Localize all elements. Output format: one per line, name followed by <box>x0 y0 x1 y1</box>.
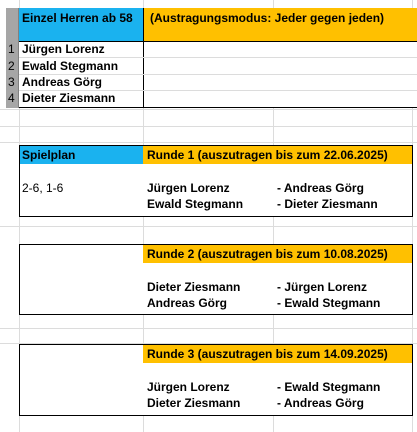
player-name: Jürgen Lorenz <box>22 42 105 56</box>
round-3-match-2-home: Dieter Ziesmann <box>147 396 241 410</box>
schedule-note: 2-6, 1-6 <box>22 181 64 195</box>
player-row-1[interactable] <box>6 41 143 58</box>
row-number: 4 <box>8 91 15 105</box>
schedule-label: Spielplan <box>22 148 76 162</box>
player-row-2[interactable] <box>6 58 143 75</box>
player-row-3[interactable] <box>6 74 143 91</box>
round-2-match-2-home: Andreas Görg <box>147 296 228 310</box>
round-1-match-2-away: - Dieter Ziesmann <box>277 197 378 211</box>
mode-label: (Austragungsmodus: Jeder gegen jeden) <box>150 11 385 25</box>
round-1-match-1-away: - Andreas Görg <box>277 181 364 195</box>
row-number: 1 <box>8 42 15 56</box>
round-3-match-1-home: Jürgen Lorenz <box>147 380 230 394</box>
player-name: Ewald Stegmann <box>22 59 119 73</box>
table-title: Einzel Herren ab 58 <box>22 11 133 25</box>
row-number: 3 <box>8 75 15 89</box>
round-1-match-2-home: Ewald Stegmann <box>147 197 244 211</box>
round-2-match-1-home: Dieter Ziesmann <box>147 280 241 294</box>
round-1-match-1-home: Jürgen Lorenz <box>147 181 230 195</box>
player-row-4[interactable] <box>6 90 143 107</box>
round-3-title: Runde 3 (auszutragen bis zum 14.09.2025) <box>147 347 388 361</box>
round-2-match-1-away: - Jürgen Lorenz <box>277 280 368 294</box>
round-3-match-2-away: - Andreas Görg <box>277 396 364 410</box>
round-1-title: Runde 1 (auszutragen bis zum 22.06.2025) <box>147 148 388 162</box>
round-2-title: Runde 2 (auszutragen bis zum 10.08.2025) <box>147 247 388 261</box>
player-name: Andreas Görg <box>22 75 103 89</box>
round-3-match-1-away: - Ewald Stegmann <box>277 380 381 394</box>
player-name: Dieter Ziesmann <box>22 91 116 105</box>
round-2-match-2-away: - Ewald Stegmann <box>277 296 381 310</box>
row-number: 2 <box>8 59 15 73</box>
